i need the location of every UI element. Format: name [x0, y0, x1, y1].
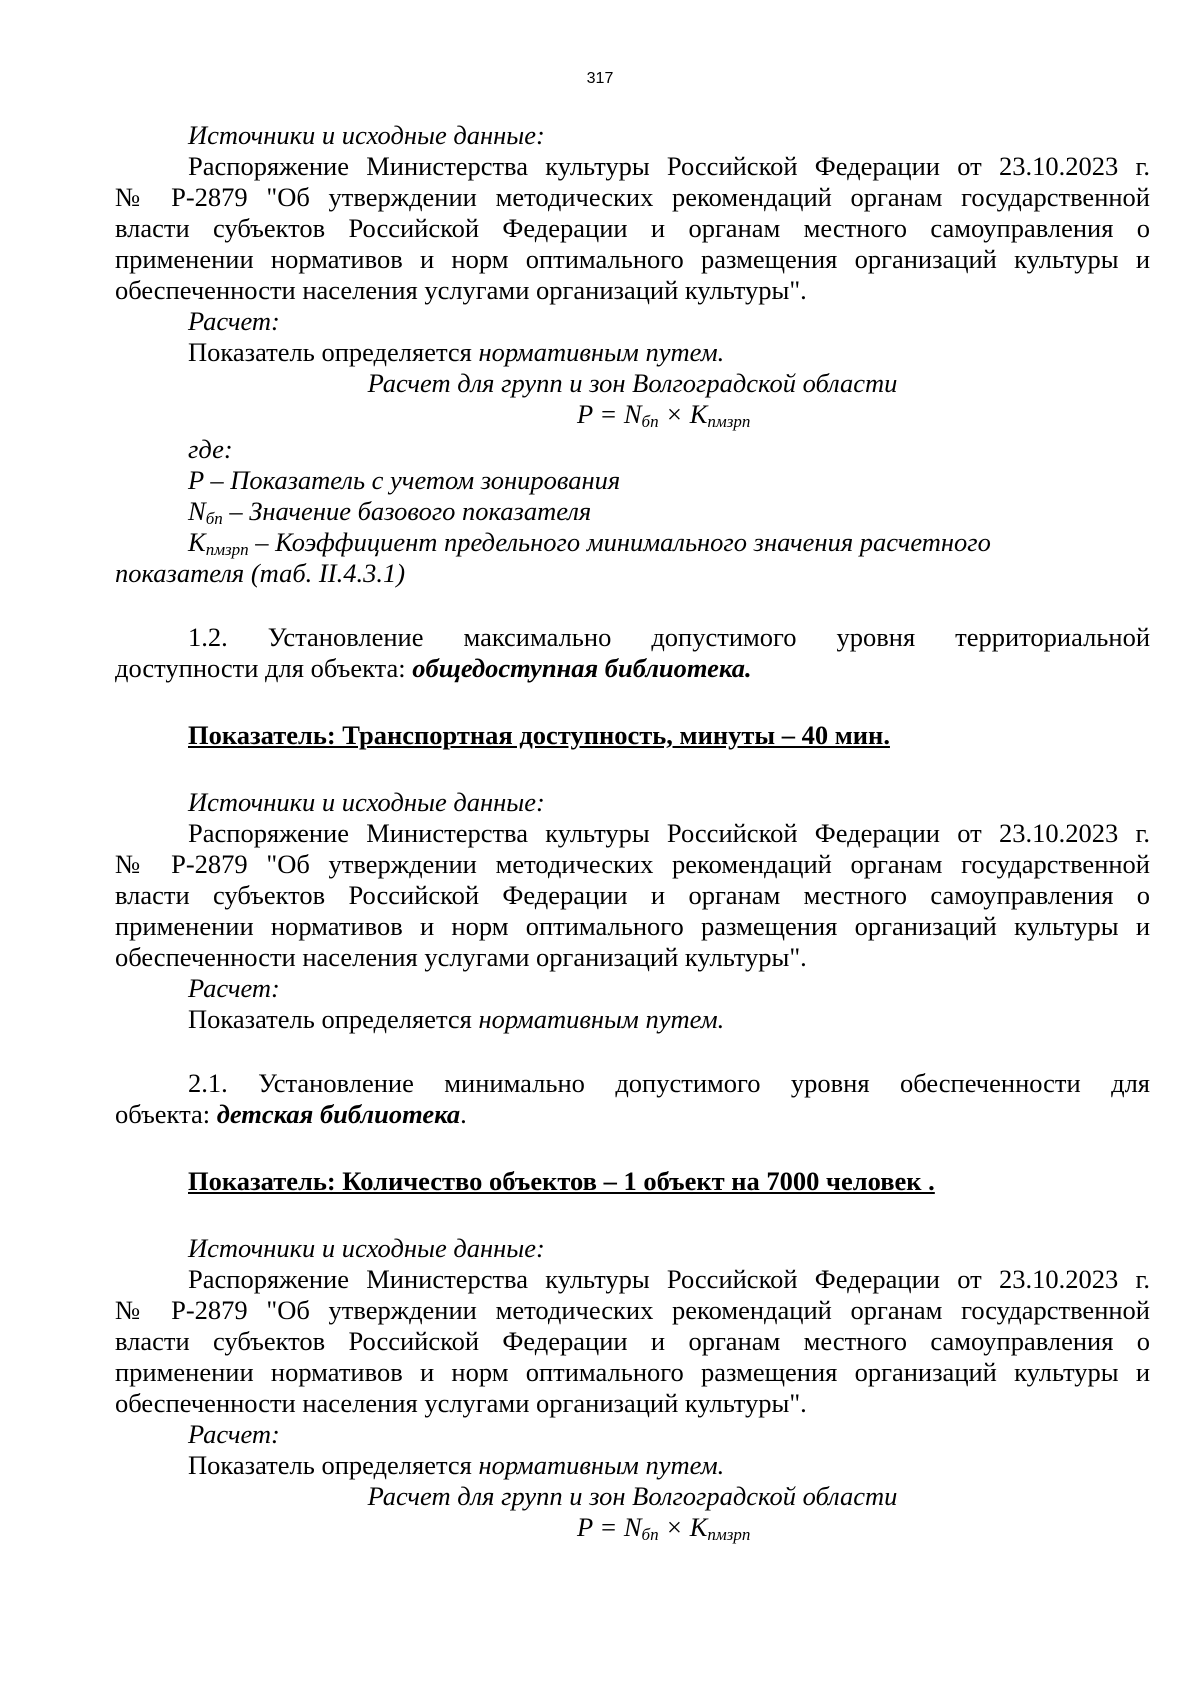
order-text-line: обеспеченности населения услугами организаций культуры".: [115, 275, 807, 305]
calc-label: Расчет:: [188, 1419, 280, 1449]
order-text-line: Распоряжение Министерства культуры Российской Федерации от 23.10.2023 г.: [188, 151, 1150, 181]
order-text-line: Распоряжение Министерства культуры Российской Федерации от 23.10.2023 г.: [188, 818, 1150, 848]
definition-n: $N_{бп}$ – Значение базового показателя: [188, 496, 592, 528]
order-text-line: № Р-2879 "Об утверждении методических рекомендаций органам государственной: [115, 849, 1150, 879]
formula: $P = N_{бп} \times K_{пмзрп}$: [577, 1512, 751, 1544]
calc-label: Расчет:: [188, 306, 280, 336]
order-text-line: обеспеченности населения услугами организаций культуры".: [115, 942, 807, 972]
calc-label: Расчет:: [188, 973, 280, 1003]
order-text-line: № Р-2879 "Об утверждении методических рекомендаций органам государственной: [115, 1295, 1150, 1325]
order-text-line: власти субъектов Российской Федерации и органам местного самоуправления о: [115, 880, 1150, 910]
section-1-2-text: 1.2. Установление максимально допустимого уровня территориальной: [188, 622, 1150, 652]
calc-text: Показатель определяется нормативным путем.: [188, 1450, 725, 1480]
order-text-line: обеспеченности населения услугами организаций культуры".: [115, 1388, 807, 1418]
definition-k: $K_{пмзрп}$ – Коэффициент предельного минимального значения расчетного: [188, 527, 991, 559]
page-content: [115, 120, 1150, 1543]
sources-label: Источники и исходные данные:: [188, 1233, 545, 1263]
indicator-heading: Показатель: Количество объектов – 1 объект на 7000 человек .: [188, 1166, 935, 1196]
definition-p: P – Показатель с учетом зонирования: [188, 465, 621, 495]
sources-label: Источники и исходные данные:: [188, 787, 545, 817]
section-2-1-object: объекта: детская библиотека.: [115, 1099, 467, 1129]
order-text-line: власти субъектов Российской Федерации и органам местного самоуправления о: [115, 213, 1150, 243]
order-text-line: применении нормативов и норм оптимального размещения организаций культуры и: [115, 911, 1150, 941]
calc-groups-caption: Расчет для групп и зон Волгоградской области: [367, 1481, 898, 1511]
order-text-line: Распоряжение Министерства культуры Российской Федерации от 23.10.2023 г.: [188, 1264, 1150, 1294]
order-text-line: № Р-2879 "Об утверждении методических рекомендаций органам государственной: [115, 182, 1150, 212]
page-number: 317: [586, 70, 614, 87]
definition-k-continued: показателя (таб. II.4.3.1): [115, 558, 406, 588]
where-label: где:: [188, 434, 233, 464]
section-2-1-text: 2.1. Установление минимально допустимого уровня обеспеченности для: [188, 1068, 1150, 1098]
indicator-heading: Показатель: Транспортная доступность, минуты – 40 мин.: [188, 720, 890, 750]
calc-text: Показатель определяется нормативным путем.: [188, 1004, 725, 1034]
order-text-line: применении нормативов и норм оптимального размещения организаций культуры и: [115, 1357, 1150, 1387]
formula: $P = N_{бп} \times K_{пмзрп}$: [577, 399, 751, 431]
order-text-line: применении нормативов и норм оптимального размещения организаций культуры и: [115, 244, 1150, 274]
sources-label: Источники и исходные данные:: [188, 120, 545, 150]
order-text-line: власти субъектов Российской Федерации и органам местного самоуправления о: [115, 1326, 1150, 1356]
calc-text: Показатель определяется нормативным путем.: [188, 337, 725, 367]
calc-groups-caption: Расчет для групп и зон Волгоградской области: [367, 368, 898, 398]
section-1-2-object: доступности для объекта: общедоступная библиотека.: [115, 653, 752, 683]
